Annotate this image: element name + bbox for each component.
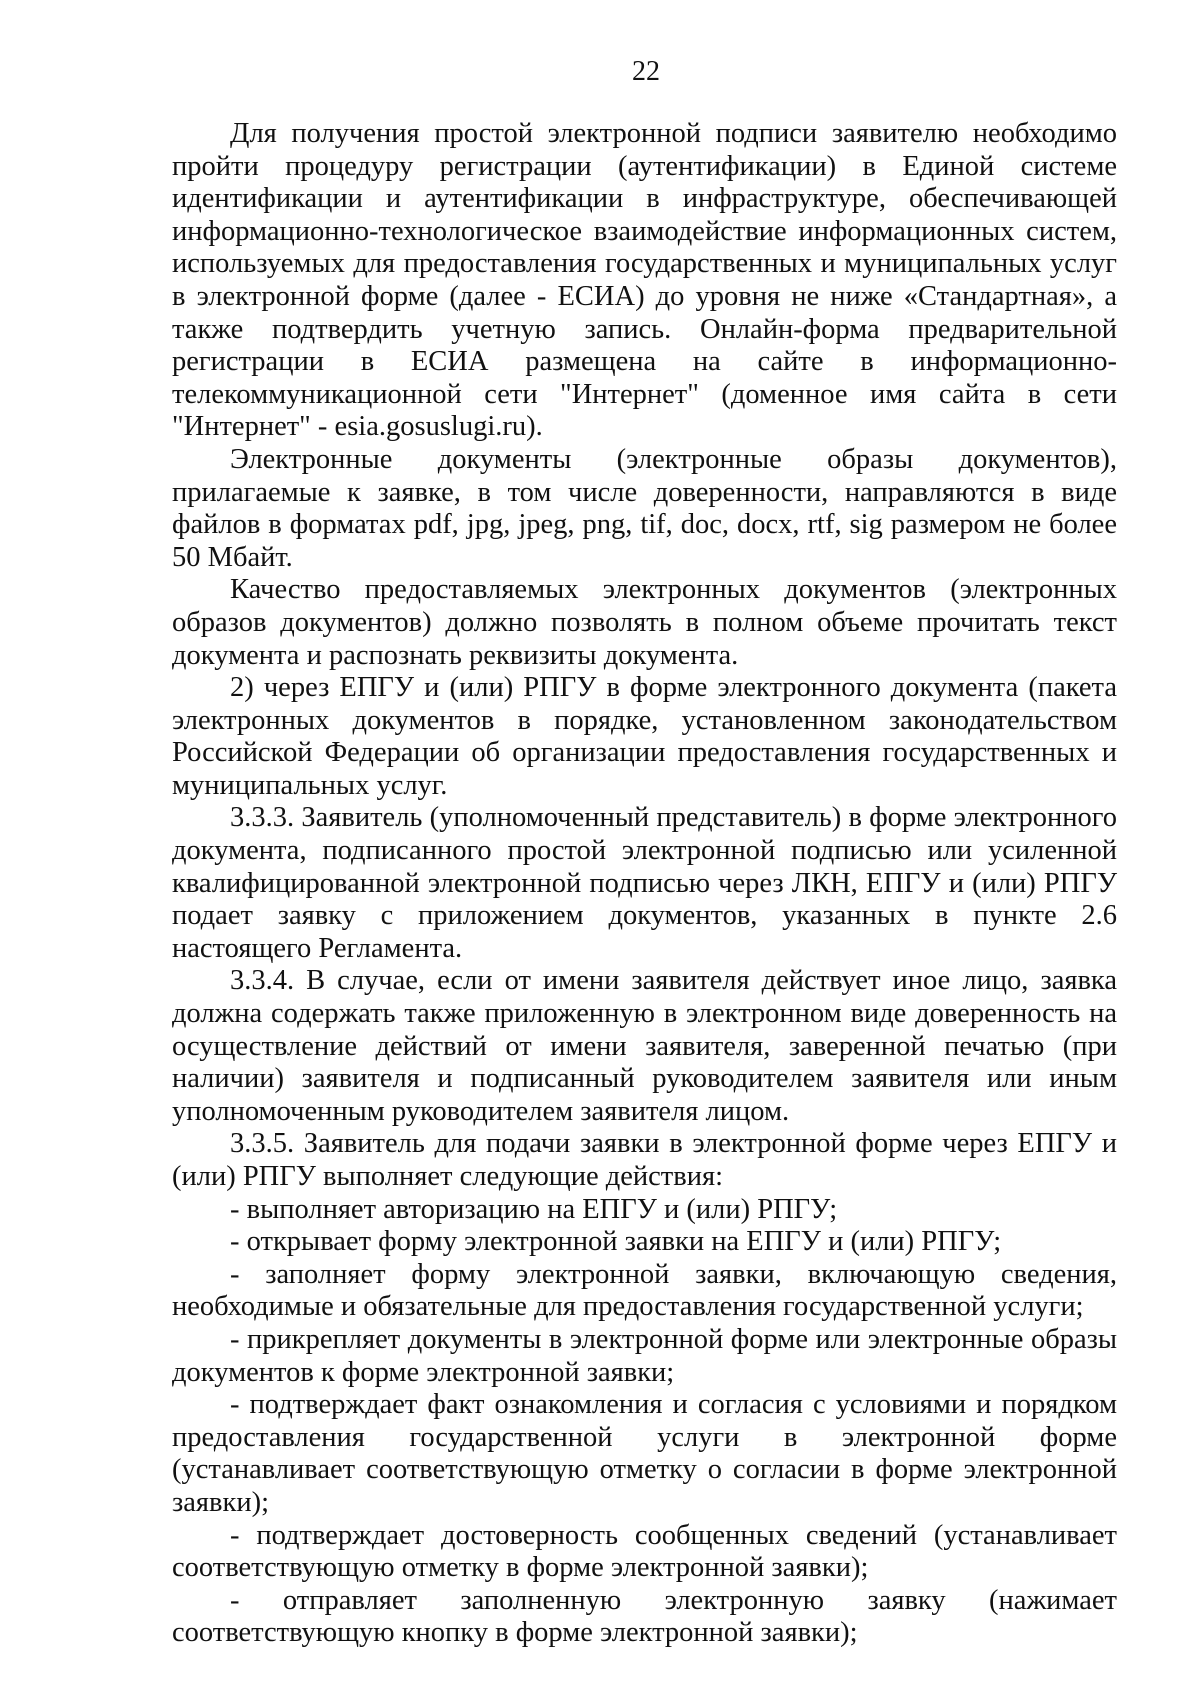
paragraph-document-quality: Качество предоставляемых электронных документов (электронных образов документов) должно позволять в полном объеме прочитать текст документа и распознать реквизиты документа. xyxy=(172,574,1117,671)
paragraph-electronic-documents: Электронные документы (электронные образы документов), прилагаемые к заявке, в том числе доверенности, направляются в виде файлов в форматах pdf, jpg, jpeg, png, tif, doc, docx, rtf, sig размером не более 50 Мбайт. xyxy=(172,443,1117,573)
paragraph-3-3-4: 3.3.4. В случае, если от имени заявителя действует иное лицо, заявка должна содержать также приложенную в электронном виде доверенность на осуществление действий от имени заявителя, заверенной печатью (при наличии) заявителя и подписанный руководителем заявителя или иным уполномоченным руководителем заявителя лицом. xyxy=(172,965,1117,1127)
list-item-confirm-consent: - подтверждает факт ознакомления и согласия с условиями и порядком предоставления государственной услуги в электронной форме (устанавливает соответствующую отметку о согласии в форме электронной заявки); xyxy=(172,1389,1117,1518)
list-item-attach-documents: - прикрепляет документы в электронной форме или электронные образы документов к форме электронной заявки; xyxy=(172,1323,1117,1388)
list-item-open-form: - открывает форму электронной заявки на ЕПГУ и (или) РПГУ; xyxy=(230,1226,1002,1258)
list-item-authorization: - выполняет авторизацию на ЕПГУ и (или) РПГУ; xyxy=(230,1193,838,1225)
paragraph-simple-signature: Для получения простой электронной подписи заявителю необходимо пройти процедуру регистрации (аутентификации) в Единой системе идентификации и аутентификации в инфраструктуре, обеспечивающей информационно-технологическое взаимодействие информационных систем, используемых для предоставления государственных и муниципальных услуг в электронной форме (далее - ЕСИА) до уровня не ниже «Стандартная», а также подтвердить учетную запись. Онлайн-форма предварительной регистрации в ЕСИА размещена на сайте в информационно-телекоммуникационной сети "Интернет" (доменное имя сайта в сети "Интернет" - esia.gosuslugi.ru). xyxy=(172,118,1117,443)
document-body xyxy=(172,118,1117,1650)
paragraph-3-3-5: 3.3.5. Заявитель для подачи заявки в электронной форме через ЕПГУ и (или) РПГУ выполняет следующие действия: xyxy=(172,1128,1117,1192)
page-number: 22 xyxy=(632,56,660,87)
list-item-submit-application: - отправляет заполненную электронную заявку (нажимает соответствующую кнопку в форме электронной заявки); xyxy=(172,1584,1117,1649)
list-item-confirm-accuracy: - подтверждает достоверность сообщенных сведений (устанавливает соответствующую отметку в форме электронной заявки); xyxy=(172,1519,1117,1584)
list-item-fill-form: - заполняет форму электронной заявки, включающую сведения, необходимые и обязательные для предоставления государственной услуги; xyxy=(172,1258,1117,1323)
paragraph-3-3-3: 3.3.3. Заявитель (уполномоченный представитель) в форме электронного документа, подписанного простой электронной подписью или усиленной квалифицированной электронной подписью через ЛКН, ЕПГУ и (или) РПГУ подает заявку с приложением документов, указанных в пункте 2.6 настоящего Регламента. xyxy=(172,802,1117,964)
paragraph-via-epgu: 2) через ЕПГУ и (или) РПГУ в форме электронного документа (пакета электронных документов в порядке, установленном законодательством Российской Федерации об организации предоставления государственных и муниципальных услуг. xyxy=(172,672,1117,801)
